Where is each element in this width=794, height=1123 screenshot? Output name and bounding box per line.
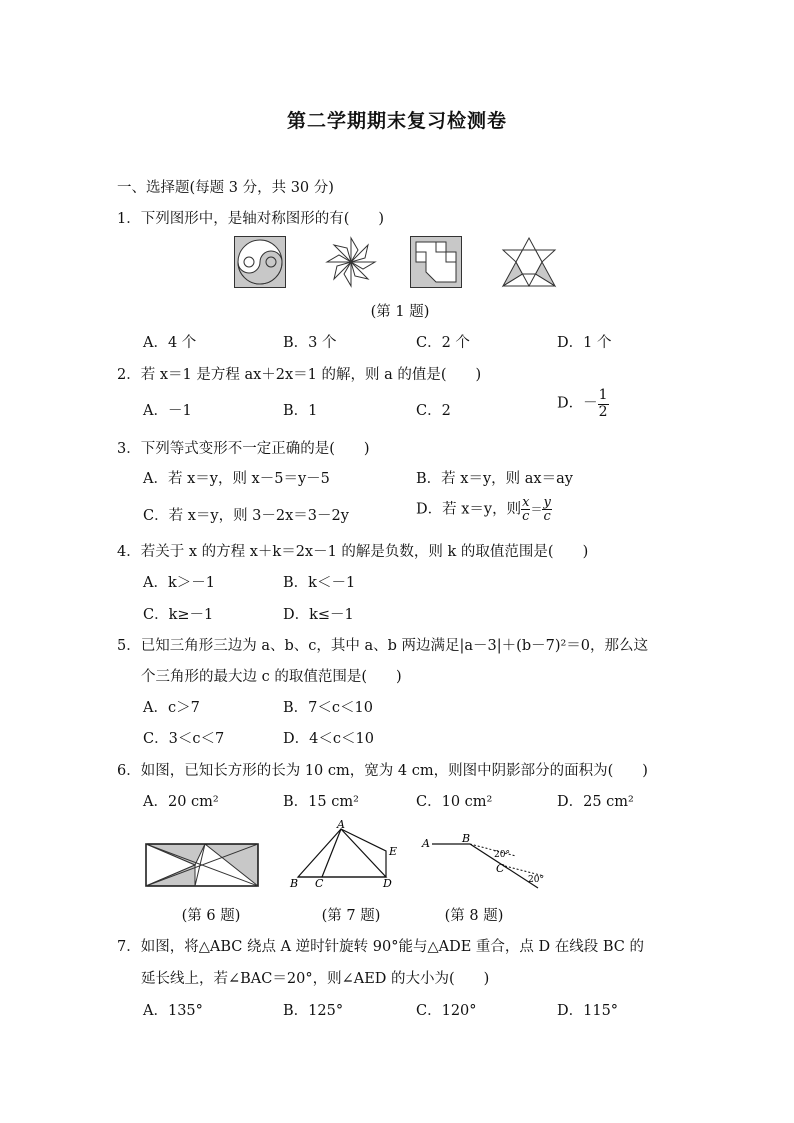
q3-option-b[interactable]: B．若 x＝y，则 ax＝ay [416,471,573,487]
label-e: E [389,845,398,858]
question-3-stem: 3．下列等式变形不一定正确的是( ) [117,441,370,457]
q3-option-d-prefix: D．若 x＝y，则 [416,501,522,518]
figure-1d-star-icon [501,236,557,288]
question-5-stem-line2: 个三角形的最大边 c 的取值范围是( ) [141,669,402,685]
section-heading: 一、选择题(每题 3 分，共 30 分) [117,180,334,196]
fraction-numerator: y [543,495,551,510]
question-5-stem-line1: 5．已知三角形三边为 a、b、c，其中 a、b 两边满足|a－3|＋(b－7)²＝0，那么这 [117,638,649,654]
question-6-stem: 6．如图，已知长方形的长为 10 cm，宽为 4 cm，则图中阴影部分的面积为( ) [117,763,648,779]
figure-6-rectangle-diagram [145,843,259,887]
q4-option-b[interactable]: B．k＜－1 [283,575,356,591]
fraction-denominator: c [543,509,551,524]
q2-option-b[interactable]: B．1 [283,403,318,419]
label-d: D [383,877,392,890]
q1-option-b[interactable]: B．3 个 [283,335,337,351]
fraction-denominator: c [522,509,530,524]
question-1-stem: 1．下列图形中，是轴对称图形的有( ) [117,211,385,227]
q7-option-d[interactable]: D．115° [557,1003,619,1019]
q5-option-d[interactable]: D．4＜c＜10 [283,731,374,747]
q7-option-c[interactable]: C．120° [416,1003,477,1019]
q5-option-c[interactable]: C．3＜c＜7 [143,731,225,747]
figure-1b-pinwheel-icon [325,236,377,288]
angle-label-lower: 20° [528,875,544,885]
label-c: C [496,862,505,875]
q5-option-a[interactable]: A．c＞7 [143,700,200,716]
q2-option-a[interactable]: A．－1 [143,403,192,419]
q1-option-a[interactable]: A．4 个 [143,335,197,351]
q3-option-c[interactable]: C．若 x＝y，则 3－2x＝3－2y [143,508,349,524]
figure-6-caption: (第 6 题) [181,908,241,924]
fraction-numerator: 1 [598,387,608,403]
q1-option-d[interactable]: D．1 个 [557,335,612,351]
q6-option-c[interactable]: C．10 cm² [416,794,493,810]
page-title: 第二学期期末复习检测卷 [286,110,507,132]
q4-option-c[interactable]: C．k≥－1 [143,607,214,623]
q6-option-a[interactable]: A．20 cm² [143,794,219,810]
q3-right-fraction [542,496,551,523]
angle-label-upper: 20° [494,850,510,860]
question-7-stem-line1: 7．如图，将△ABC 绕点 A 逆时针旋转 90°能与△ADE 重合，点 D 在线段 BC 的 [117,939,644,955]
label-b: B [462,832,471,845]
q2-option-d-fraction [598,388,609,419]
q6-option-b[interactable]: B．15 cm² [283,794,359,810]
question-7-stem-line2: 延长线上，若∠BAC＝20°，则∠AED 的大小为( ) [141,971,490,987]
figure-1a-yin-yang-icon [234,236,286,288]
figure-7-caption: (第 7 题) [321,908,381,924]
label-a: A [422,837,430,850]
figure-8-caption: (第 8 题) [444,908,504,924]
fraction-numerator: x [522,495,530,510]
q2-option-d-prefix: D．－ [557,395,598,412]
q2-option-d[interactable] [557,388,609,419]
q7-option-a[interactable]: A．135° [143,1003,203,1019]
fraction-denominator: 2 [598,403,608,420]
figure-1-caption: (第 1 题) [370,304,430,320]
figure-1c-stepped-square-icon [410,236,462,288]
label-a: A [337,818,345,831]
label-c: C [315,877,324,890]
q6-option-d[interactable]: D．25 cm² [557,794,634,810]
figure-7-triangle-diagram [288,820,408,892]
question-2-stem: 2．若 x＝1 是方程 ax＋2x＝1 的解，则 a 的值是( ) [117,367,482,383]
q7-option-b[interactable]: B．125° [283,1003,344,1019]
figure-8-angle-diagram [418,832,548,894]
q3-option-d[interactable] [416,496,552,523]
q2-option-c[interactable]: C．2 [416,403,451,419]
q5-option-b[interactable]: B．7＜c＜10 [283,700,373,716]
q3-option-a[interactable]: A．若 x＝y，则 x－5＝y－5 [143,471,330,487]
label-b: B [290,877,299,890]
question-4-stem: 4．若关于 x 的方程 x＋k＝2x－1 的解是负数，则 k 的取值范围是( ) [117,544,589,560]
equals-sign: ＝ [530,502,543,517]
q4-option-d[interactable]: D．k≤－1 [283,607,354,623]
q1-option-c[interactable]: C．2 个 [416,335,470,351]
q4-option-a[interactable]: A．k＞－1 [143,575,215,591]
